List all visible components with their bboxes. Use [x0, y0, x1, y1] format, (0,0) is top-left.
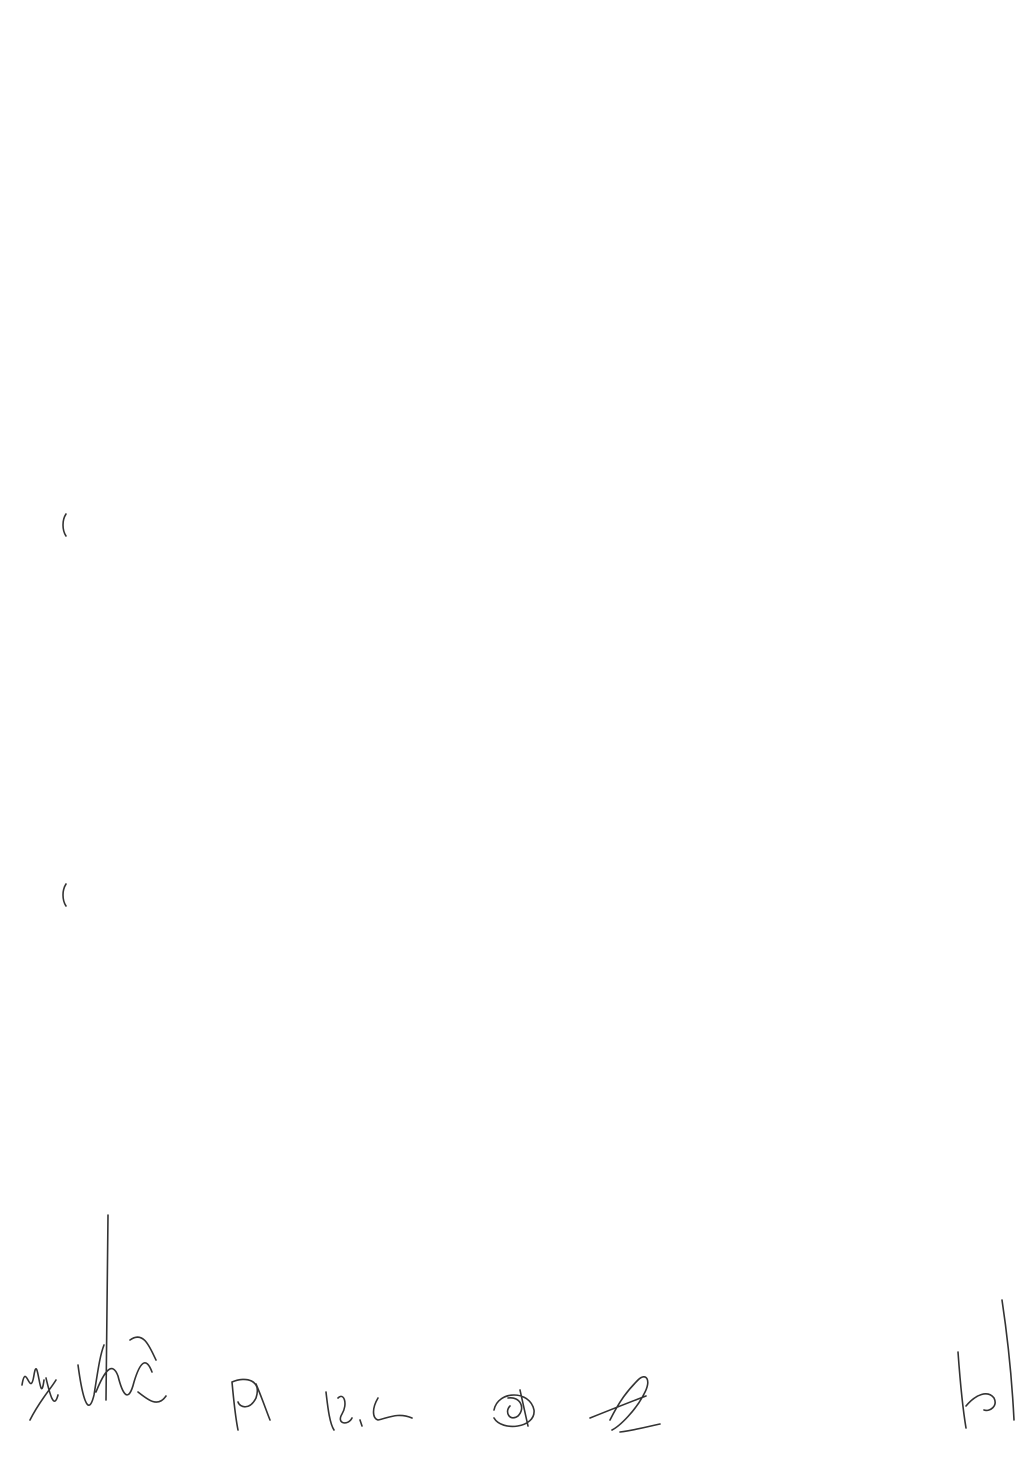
- signature-4: [326, 1392, 412, 1430]
- signature-5: [590, 1377, 660, 1432]
- signature-3: [232, 1379, 270, 1430]
- right-margin-initials: [958, 1300, 1014, 1428]
- margin-bracket-1: [63, 514, 66, 536]
- margin-bracket-2: [63, 884, 66, 906]
- stamp-initials: [494, 1390, 534, 1426]
- signature-1: [22, 1369, 58, 1420]
- left-margin-vertical-line: [106, 1215, 108, 1400]
- signature-2: [78, 1337, 166, 1405]
